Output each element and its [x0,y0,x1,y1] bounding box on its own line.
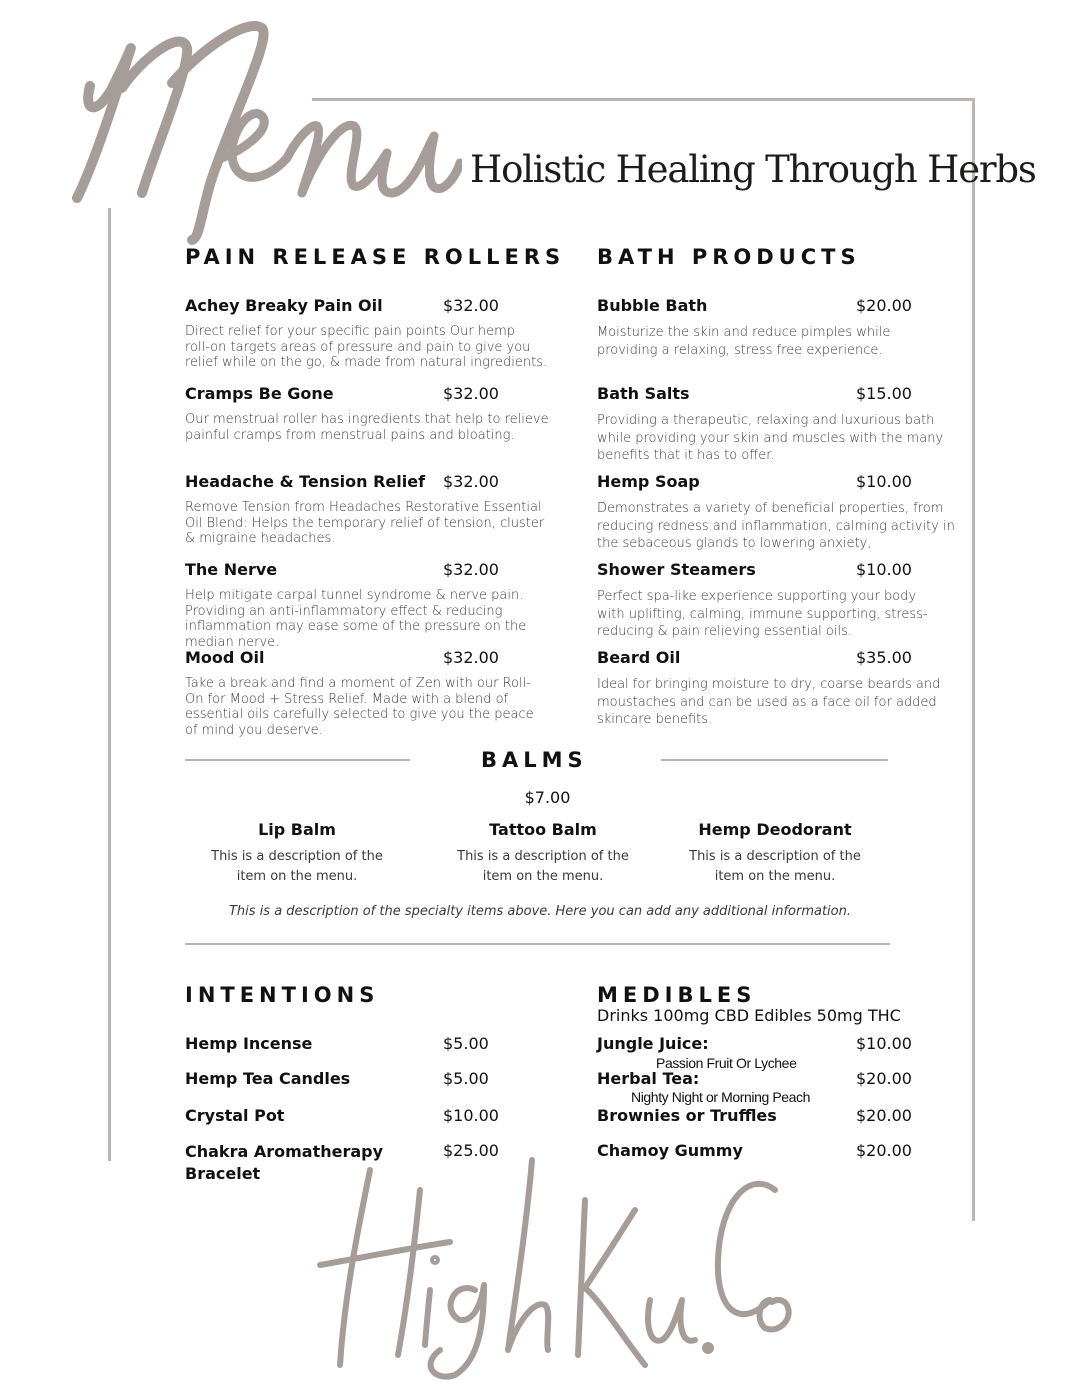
balms-rule-left [185,759,410,761]
balms-rule-right [661,759,888,761]
roller-price: $32.00 [443,472,499,491]
roller-name: Headache & Tension Relief [185,472,426,491]
bath-item-name: Hemp Soap [597,472,700,491]
bath-item-price: $15.00 [856,384,912,403]
bath-item-price: $35.00 [856,648,912,667]
medible-price: $20.00 [856,1069,912,1088]
roller-price: $32.00 [443,648,499,667]
medible-flavor-note: Nighty Night or Morning Peach [631,1089,811,1105]
roller-description: Take a break and find a moment of Zen with our Roll- On for Mood + Stress Relief. Made with a blend of essential oils carefully selected to give you the peace of mind you deserve. [185,676,534,738]
bath-item-price: $20.00 [856,296,912,315]
roller-name: Cramps Be Gone [185,384,334,403]
intention-price: $25.00 [443,1141,499,1160]
balm-name: Tattoo Balm [489,820,597,839]
bath-item-price: $10.00 [856,560,912,579]
bath-item-name: Bubble Bath [597,296,708,315]
medible-name: Herbal Tea: [597,1069,700,1088]
balm-name: Hemp Deodorant [698,820,852,839]
balms-bottom-rule [185,943,890,945]
medible-name: Jungle Juice: [597,1034,709,1053]
frame-left-line [108,208,111,1161]
bath-item-name: Bath Salts [597,384,690,403]
intention-name: Crystal Pot [185,1106,285,1125]
bath-item-name: Beard Oil [597,648,681,667]
pain-rollers-heading: PAIN RELEASE ROLLERS [185,245,566,269]
intention-price: $10.00 [443,1106,499,1125]
medible-price: $10.00 [856,1034,912,1053]
balms-price: $7.00 [524,788,571,807]
roller-price: $32.00 [443,384,499,403]
balms-heading: BALMS [481,748,588,772]
specialty-note: This is a description of the specialty items above. Here you can add any additional information. [228,904,851,919]
medibles-subtitle: Drinks 100mg CBD Edibles 50mg THC [597,1006,901,1025]
medibles-heading: MEDIBLES [597,983,757,1007]
balm-description: This is a description of the item on the menu. [689,849,861,884]
bath-item-name: Shower Steamers [597,560,756,579]
bath-item-price: $10.00 [856,472,912,491]
bath-item-description: Ideal for bringing moisture to dry, coarse beards and moustaches and can be used as a face oil for added skincare benefits. [597,677,941,727]
bath-item-description: Moisturize the skin and reduce pimples while providing a relaxing, stress free experience. [597,325,891,358]
intention-price: $5.00 [443,1069,489,1088]
roller-name: Achey Breaky Pain Oil [185,296,383,315]
intention-name: Hemp Tea Candles [185,1069,351,1088]
medible-price: $20.00 [856,1106,912,1125]
roller-description: Help mitigate carpal tunnel syndrome & nerve pain. Providing an anti-inflammatory effect & reducing inflammation may ease some of the pressure on the median nerve. [185,588,527,650]
medible-name: Brownies or Truffles [597,1106,777,1125]
tagline: Holistic Healing Through Herbs [470,148,1036,191]
bath-item-description: Perfect spa-like experience supporting your body with uplifting, calming, immune supporting, stress- reducing & pain relieving essential oils. [597,589,928,639]
intention-name: Hemp Incense [185,1034,313,1053]
medible-flavor-note: Passion Fruit Or Lychee [656,1055,797,1071]
balm-description: This is a description of the item on the menu. [457,849,629,884]
balm-name: Lip Balm [258,820,336,839]
bath-item-description: Providing a therapeutic, relaxing and luxurious bath while providing your skin and muscles with the many benefits that it has to offer. [597,413,944,463]
roller-description: Remove Tension from Headaches Restorative Essential Oil Blend: Helps the temporary relief of tension, cluster & migraine headaches. [185,500,545,546]
balm-description: This is a description of the item on the menu. [211,849,383,884]
roller-name: Mood Oil [185,648,265,667]
intention-name: Chakra Aromatherapy Bracelet [185,1142,384,1183]
intention-price: $5.00 [443,1034,489,1053]
roller-description: Direct relief for your specific pain points Our hemp roll-on targets areas of pressure and pain to give you relief while on the go, & made from natural ingredients. [185,324,548,370]
roller-price: $32.00 [443,296,499,315]
roller-name: The Nerve [185,560,278,579]
intentions-heading: INTENTIONS [185,983,380,1007]
roller-description: Our menstrual roller has ingredients that help to relieve painful cramps from menstrual pains and bloating. [185,412,549,443]
menu-script-title [72,8,462,248]
medible-name: Chamoy Gummy [597,1141,743,1160]
bath-products-heading: BATH PRODUCTS [597,245,861,269]
medible-price: $20.00 [856,1141,912,1160]
frame-right-line [972,98,975,1221]
roller-price: $32.00 [443,560,499,579]
highku-logo [300,1150,800,1380]
bath-item-description: Demonstrates a variety of beneficial properties, from reducing redness and inflammation, calming activity in the sebaceous glands to lowering anxiety, [597,501,955,551]
